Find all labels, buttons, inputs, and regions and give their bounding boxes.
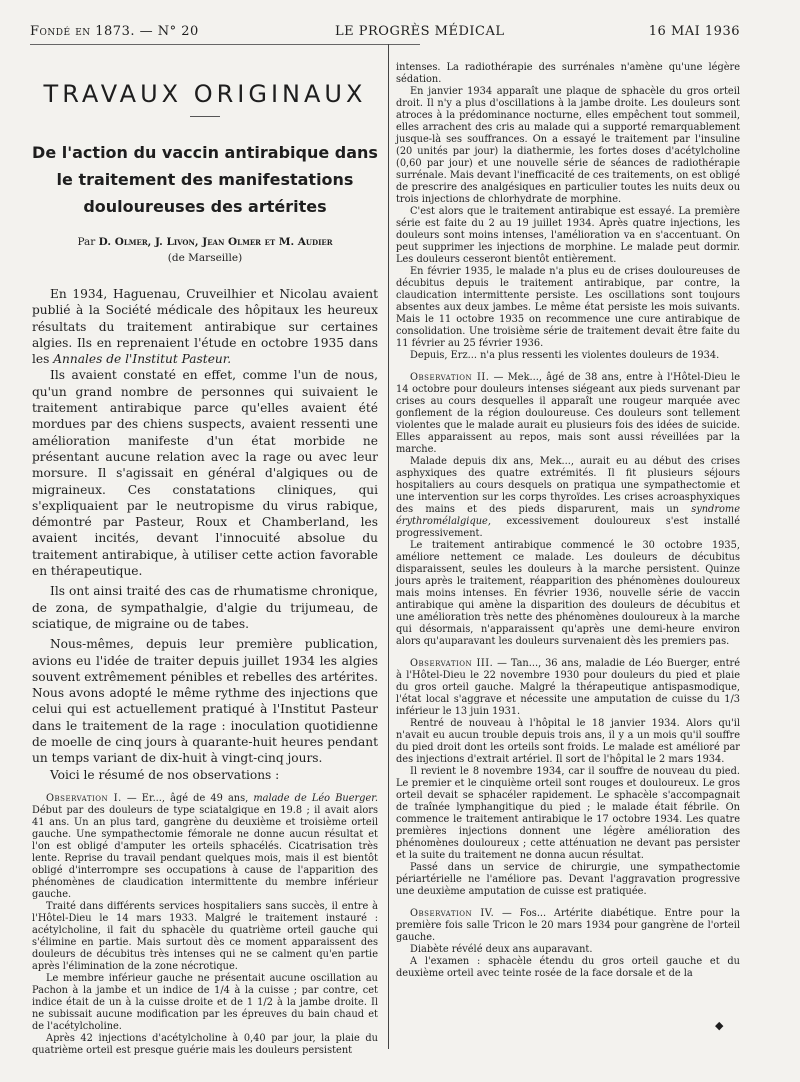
authors-affiliation: (de Marseille) (167, 252, 243, 264)
article-title-line-1: De l'action du vaccin antirabique dans (32, 143, 378, 162)
observation-paragraph: Passé dans un service de chirurgie, une sympathectomie périartérielle ne l'améliore pas. Devant l'aggravation progressive une deuxième amputation de cuisse est pratiquée. (396, 862, 740, 897)
paragraph: Ils avaient constaté en effet, comme l'un de nous, qu'un grand nombre de personnes qui suivaient le traitement antirabique parce qu'elles avaient été mordues par des chiens suspects, avaient ressenti une amélioration manifeste d'un état morbide ne présentant aucune relation avec la rage ou avec leur morsure. Il s'agissait en général d'algiques ou de migraineux. Ces constatations cliniques, qui s'expliquaient par le neutropisme du virus rabique, démontré par Pasteur, Roux et Chamberland, les avaient incités, devant l'innocuité absolue du traitement antirabique, à utiliser cette action favorable en thérapeutique. (32, 368, 378, 579)
paragraph: Ils ont ainsi traité des cas de rhumatisme chronique, de zona, de sympathalgie, d'algie du trijumeau, de sciatique, de migraine ou de tabes. (32, 584, 378, 631)
observation-label: Observation III. (410, 658, 494, 669)
section-title-rule (190, 116, 220, 117)
observation-text: — Mek..., âgé de 38 ans, entre à l'Hôtel-Dieu le 14 octobre pour douleurs intenses siégeant aux pieds survenant par crises au cours desquelles il apparaît une rougeur marquée avec gonflement de la région douloureuse. Ces douleurs sont tellement violentes que le malade aurait eu plusieurs fois des idées de suicide. Elles apparaissent au repos, mais sont aussi réveillées par la marche. (396, 372, 740, 455)
observation-3 (396, 658, 740, 718)
header-journal-title: LE PROGRÈS MÉDICAL (335, 24, 505, 39)
continuation-marker: ◆ (715, 1019, 724, 1032)
paragraph: Nous-mêmes, depuis leur première publication, avions eu l'idée de traiter depuis juillet 1934 les algies souvent extrêmement pénibles et rebelles des artérites. Nous avons adopté le même rythme des injections que celui qui est actuellement pratiqué à l'Institut Pasteur dans le traitement de la rage : inoculation quotidienne de moelle de cinq jours à quarante-huit heures pendant un temps variant de dix-huit à vingt-cinq jours. (32, 637, 378, 766)
observation-paragraph: Après 42 injections d'acétylcholine à 0,40 par jour, la plaie du quatrième orteil est presque guérie mais les douleurs persistent (32, 1032, 378, 1056)
article-title (32, 139, 378, 220)
column-divider (388, 44, 389, 1049)
observation-text: excessivement douloureux s'est installé progressivement. (396, 516, 740, 539)
running-header (30, 24, 740, 44)
introduction-text (32, 286, 378, 783)
observation-1 (32, 793, 378, 1057)
observation-2 (396, 372, 740, 456)
observation-label: Observation II. (410, 372, 490, 383)
observation-paragraph: Le membre inférieur gauche ne présentait aucune oscillation au Pachon à la jambe et un indice de 1/4 à la cuisse ; par contre, cet indice était de un à la cuisse droite et de 1 1/2 à la jambe droite. Il ne subissait aucune modification par les épreuves du bain chaud et de l'acétylcholine. (32, 972, 378, 1032)
paragraph: Voici le résumé de nos observations : (50, 767, 280, 782)
observation-text: Début par des douleurs de type sciatalgique en 19.8 ; il avait alors 41 ans. Un an plus tard, gangrène du deuxième et troisième orteil gauche. Une sympathectomie fémorale ne donne aucun résultat et l'on est obligé d'amputer les orteils sphacélés. Cicatrisation très lente. Reprise du travail pendant quelques mois, mais il est bientôt obligé d'interrompre ses occupations à cause de l'apparition des phénomènes de claudication intermittente du membre inférieur gauche. (32, 804, 378, 900)
observation-paragraph: Diabète révélé deux ans auparavant. (410, 944, 593, 955)
observation-diagnosis: malade de Léo Buerger. (253, 792, 378, 804)
observation-paragraph (396, 456, 740, 540)
observation-paragraph: Rentré de nouveau à l'hôpital le 18 janvier 1934. Alors qu'il n'avait eu aucun trouble depuis trois ans, il y a un mois qu'il souffre du pied droit dont les orteils sont froids. Le malade est amélioré par des injections d'extrait artériel. Il sort de l'hôpital le 2 mars 1934. (396, 718, 740, 765)
observation-paragraph: Il revient le 8 novembre 1934, car il souffre de nouveau du pied. Le premier et le cinquième orteil sont rouges et douloureux. Le gros orteil devait se sphacéler rapidement. Le sphacèle s'accompagnait de traînée lymphangitique du pied ; le malade était fébrile. On commence le traitement antirabique le 17 octobre 1934. Les quatre premières injections donnent une légère amélioration des phénomènes douloureux ; cette atténuation ne devant pas persister et la suite du traitement ne donna aucun résultat. (396, 766, 740, 861)
paragraph (32, 286, 378, 367)
observation-paragraph: C'est alors que le traitement antirabique est essayé. La première série est faite du 2 au 19 juillet 1934. Après quatre injections, les douleurs sont moins intenses, l'amélioration va en s'accentuant. On peut supprimer les injections de morphine. Le malade peut dormir. Les douleurs cesseront bientôt entièrement. (396, 206, 740, 265)
observation-paragraph: A l'examen : sphacèle étendu du gros orteil gauche et du deuxième orteil avec teinte rosée de la face dorsale et de la (396, 956, 740, 979)
left-column (32, 44, 378, 1057)
observation-label: Observation IV. (410, 908, 495, 919)
journal-reference: Annales de l'Institut Pasteur. (53, 352, 232, 367)
observation-text: — Tan..., 36 ans, maladie de Léo Buerger, entré à l'Hôtel-Dieu le 22 novembre 1930 pour douleurs du pied et plaie du gros orteil gauche. Malgré la thérapeutique antispasmodique, l'état local s'aggrave et nécessite une amputation de cuisse du 1/3 inférieur le 13 juin 1931. (396, 658, 740, 717)
observation-diagnosis: syndrome érythromélalgique, (396, 504, 740, 527)
authors-names: D. Olmer, J. Livon, Jean Olmer et M. Audier (98, 236, 333, 248)
observation-paragraph: En février 1935, le malade n'a plus eu de crises douloureuses de décubitus depuis le traitement antirabique, par contre, la claudication intermittente persiste. Les oscillations sont toujours absentes aux deux jambes. Le même état persiste les mois suivants. Mais le 11 octobre 1935 on recommence une cure antirabique de consolidation. Une troisième série de traitement devait être faite du 11 février au 25 février 1936. (396, 266, 740, 349)
section-title: TRAVAUX ORIGINAUX (43, 80, 367, 108)
observation-paragraph: En janvier 1934 apparaît une plaque de sphacèle du gros orteil droit. Il n'y a plus d'oscillations à la jambe droite. Les douleurs sont atroces à la prédominance nocturne, elles empêchent tout sommeil, elles arrachent des cris au malade qui a supporté remarquablement jusque-là ses souffrances. On a essayé le traitement par l'insuline (20 unités par jour) la diathermie, les fortes doses d'acétylcholine (0,60 par jour) et une nouvelle série de séances de radiothérapie surrénale. Mais devant l'inefficacité de ces traitements, on est obligé de prescrire des analgésiques en particulier toutes les nuits deux ou trois injections de chlorhydrate de morphine. (396, 86, 740, 205)
paragraph-text: En 1934, Haguenau, Cruveilhier et Nicolau avaient publié à la Société médicale des hôpitaux les heureux résultats du traitement antirabique sur certaines algies. Ils en reprenaient l'étude en octobre 1935 dans les (32, 287, 378, 367)
right-column (396, 62, 740, 980)
observation-paragraph: intenses. La radiothérapie des surrénales n'amène qu'une légère sédation. (396, 62, 740, 85)
observation-text: — Fos... Artérite diabétique. Entre pour la première fois salle Tricon le 20 mars 1934 pour gangrène de l'orteil gauche. (396, 908, 740, 943)
article-authors (32, 234, 378, 266)
observation-text: Malade depuis dix ans, Mek..., aurait eu au début des crises asphyxiques des quatre extrémités. Il fit plusieurs séjours hospitaliers au cours desquels on pratiqua une sympathectomie et une intervention sur les corps thyroïdes. Les crises acroasphyxiques des mains et des pieds disparurent, mais un (396, 456, 740, 515)
authors-prefix: Par (77, 236, 99, 248)
observation-paragraph: Le traitement antirabique commencé le 30 octobre 1935, améliore nettement ce malade. Les douleurs de décubitus disparaissent, seules les douleurs à la marche persistent. Quinze jours après le traitement, réapparition des phénomènes douloureux mais moins intenses. En février 1936, nouvelle série de vaccin antirabique qui amène la disparition des douleurs de décubitus et une amélioration très nette des phénomènes douloureux à la marche qui désormais, n'apparaissent qu'après une demi-heure environ alors qu'auparavant les douleurs survenaient dès les premiers pas. (396, 540, 740, 647)
observation-label: Observation I. (46, 792, 122, 804)
article-title-line-2: le traitement des manifestations (56, 170, 354, 189)
header-founded: Fondé en 1873. — N° 20 (30, 24, 199, 39)
article-title-line-3: douloureuses des artérites (83, 197, 327, 216)
observation-paragraph: Depuis, Erz... n'a plus ressenti les violentes douleurs de 1934. (410, 350, 720, 361)
observation-text: — Er..., âgé de 49 ans, (121, 792, 254, 804)
observation-paragraph: Traité dans différents services hospitaliers sans succès, il entre à l'Hôtel-Dieu le 14 mars 1933. Malgré le traitement instauré : acétylcholine, il fait du sphacèle du quatrième orteil gauche qui s'élimine en partie. Mais surtout dès ce moment apparaissent des douleurs de décubitus très intenses qui ne se calment qu'en partie après l'élimination de la zone nécrotique. (32, 900, 378, 972)
header-date: 16 MAI 1936 (648, 24, 740, 39)
observation-4 (396, 908, 740, 944)
observation-paragraph (32, 793, 378, 901)
